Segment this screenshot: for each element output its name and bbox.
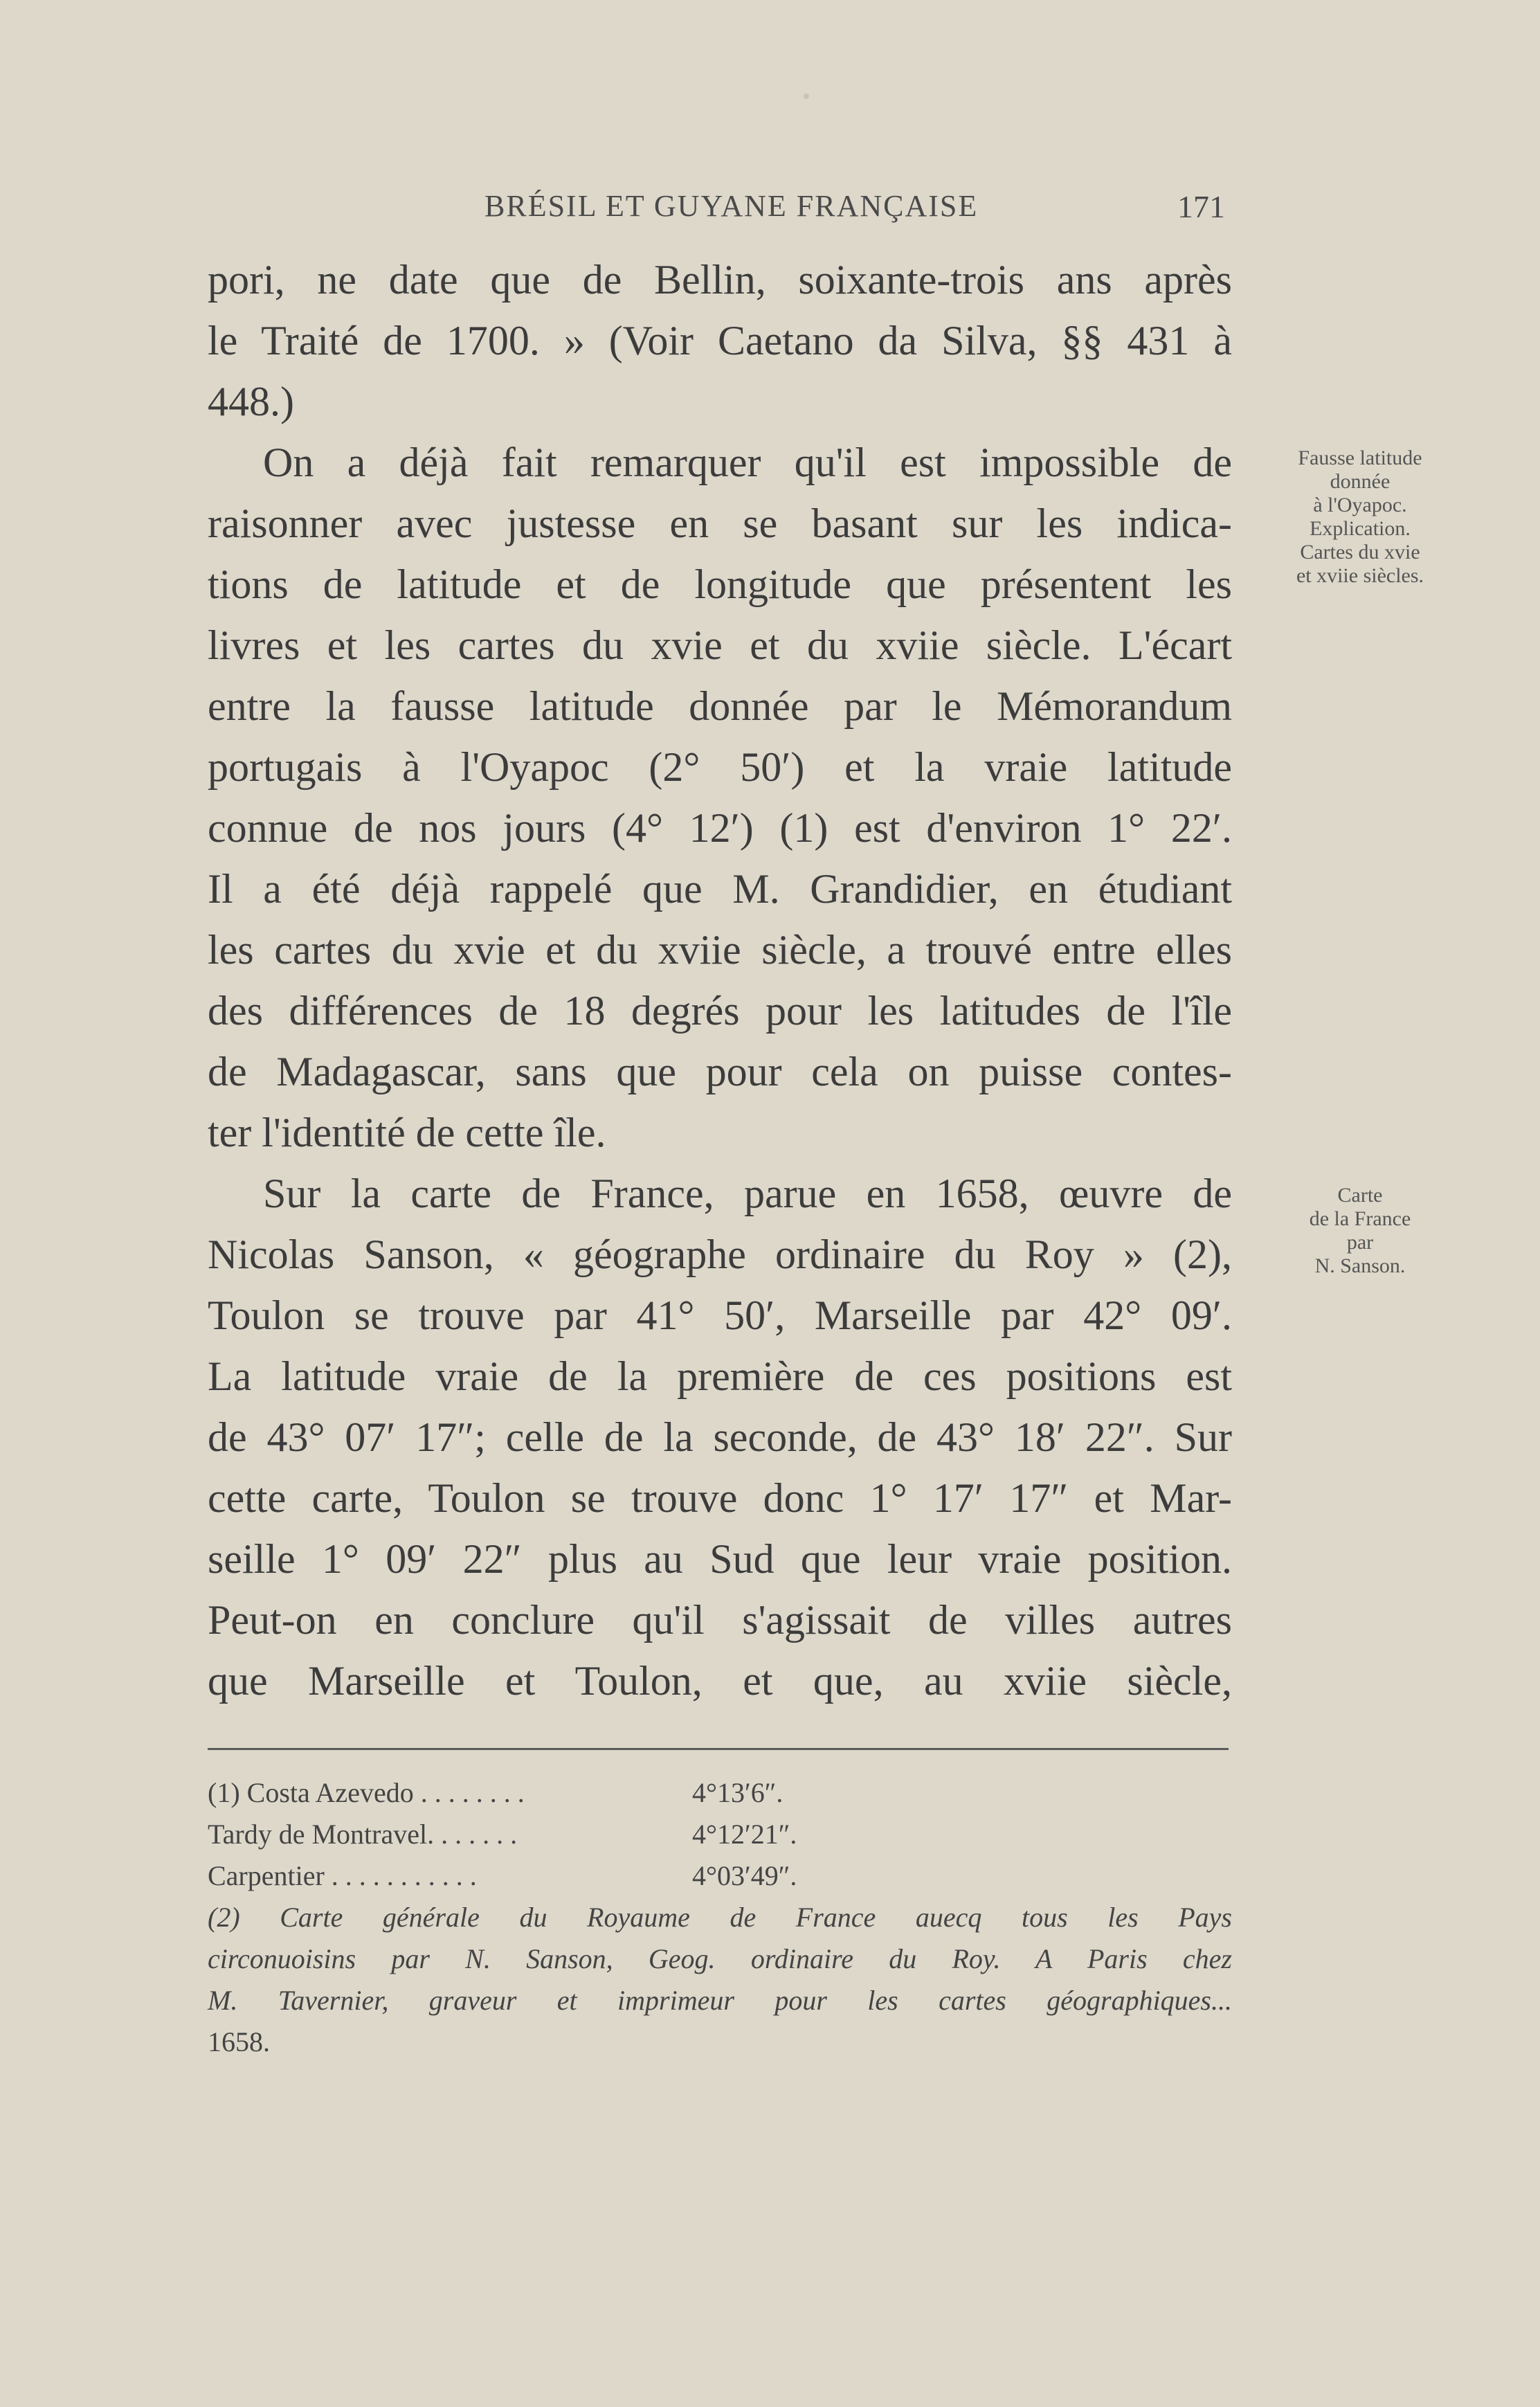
margin-note-line: N. Sanson. — [1314, 1254, 1406, 1277]
running-title: BRÉSIL ET GUYANE FRANÇAISE — [484, 189, 979, 223]
text-line: La latitude vraie de la première de ces positions est — [208, 1353, 1232, 1399]
text-line: portugais à l'Oyapoc (2° 50′) et la vraie latitude — [208, 744, 1232, 790]
margin-note-line: à l'Oyapoc. — [1313, 494, 1407, 516]
paragraph-2 — [208, 432, 1232, 1163]
footnote-value: 4°03′49″. — [692, 1860, 797, 1891]
footnote-rule — [208, 1748, 1229, 1750]
text-line: Il a été déjà rappelé que M. Grandidier, en étudiant — [208, 866, 1232, 912]
margin-note-latitude — [1249, 447, 1471, 588]
margin-note-line: et xviie siècles. — [1296, 564, 1424, 587]
margin-note-line: donnée — [1330, 470, 1390, 493]
margin-note-line: de la France — [1309, 1207, 1411, 1230]
text-line: que Marseille et Toulon, et que, au xviie siècle, — [208, 1658, 1232, 1704]
margin-note-line: Fausse latitude — [1298, 447, 1422, 469]
text-line: les cartes du xvie et du xviie siècle, a trouvé entre elles — [208, 927, 1232, 973]
margin-note-sanson — [1249, 1184, 1471, 1278]
footnote-entry — [208, 1772, 1232, 1814]
text-line: 448.) — [208, 379, 294, 424]
text-line: seille 1° 09′ 22″ plus au Sud que leur vraie position. — [208, 1536, 1232, 1582]
footnote-entry — [208, 1814, 1232, 1855]
footnote-source: Carpentier . . . . . . . . . . . — [208, 1860, 477, 1891]
text-line: cette carte, Toulon se trouve donc 1° 17′ 17″ et Mar- — [208, 1475, 1232, 1521]
text-line: livres et les cartes du xvie et du xviie siècle. L'écart — [208, 622, 1232, 668]
text-line: Nicolas Sanson, « géographe ordinaire du Roy » (2), — [208, 1232, 1232, 1277]
footnote-source: (1) Costa Azevedo . . . . . . . . — [208, 1777, 525, 1808]
footnote-line: 1658. — [208, 2026, 270, 2057]
page-number: 171 — [1177, 189, 1225, 224]
footnote-source: Tardy de Montravel. . . . . . . — [208, 1819, 518, 1850]
text-line: le Traité de 1700. » (Voir Caetano da Silva, §§ 431 à — [208, 318, 1232, 363]
margin-note-line: par — [1346, 1231, 1374, 1254]
footnotes — [208, 1772, 1232, 2063]
footnote-line: (2) Carte générale du Royaume de France auecq tous les Pays — [208, 1902, 1232, 1933]
text-line: raisonner avec justesse en se basant sur les indica- — [208, 501, 1232, 546]
text-line: pori, ne date que de Bellin, soixante-trois ans après — [208, 257, 1232, 303]
text-line: Toulon se trouve par 41° 50′, Marseille par 42° 09′. — [208, 1292, 1232, 1338]
text-line: tions de latitude et de longitude que présentent les — [208, 561, 1232, 607]
text-line: connue de nos jours (4° 12′) (1) est d'environ 1° 22′. — [208, 805, 1232, 851]
paragraph-3 — [208, 1163, 1232, 1711]
footnote-entry — [208, 1855, 1232, 1897]
running-header — [208, 188, 1225, 230]
footnote-value: 4°13′6″. — [692, 1777, 783, 1808]
text-line: entre la fausse latitude donnée par le Mémorandum — [208, 683, 1232, 729]
margin-note-line: Explication. — [1310, 517, 1411, 540]
footnote-line: circonuoisins par N. Sanson, Geog. ordinaire du Roy. A Paris chez — [208, 1943, 1232, 1974]
text-line: des différences de 18 degrés pour les latitudes de l'île — [208, 988, 1232, 1034]
margin-note-line: Carte — [1337, 1184, 1383, 1207]
text-line: On a déjà fait remarquer qu'il est impossible de — [263, 440, 1232, 485]
footnote-line: M. Tavernier, graveur et imprimeur pour les cartes géographiques... — [208, 1985, 1232, 2016]
paragraph-1 — [208, 249, 1232, 432]
footnote-value: 4°12′21″. — [692, 1819, 797, 1850]
text-line: Sur la carte de France, parue en 1658, œuvre de — [263, 1171, 1232, 1216]
text-line: de Madagascar, sans que pour cela on puisse contes- — [208, 1049, 1232, 1094]
margin-note-line: Cartes du xvie — [1300, 541, 1420, 564]
text-line: Peut-on en conclure qu'il s'agissait de villes autres — [208, 1597, 1232, 1643]
page-blemish — [804, 93, 809, 99]
main-text — [208, 249, 1232, 1711]
text-line: de 43° 07′ 17″; celle de la seconde, de 43° 18′ 22″. Sur — [208, 1414, 1232, 1460]
footnote-2 — [208, 1897, 1232, 2063]
text-line: ter l'identité de cette île. — [208, 1110, 606, 1155]
